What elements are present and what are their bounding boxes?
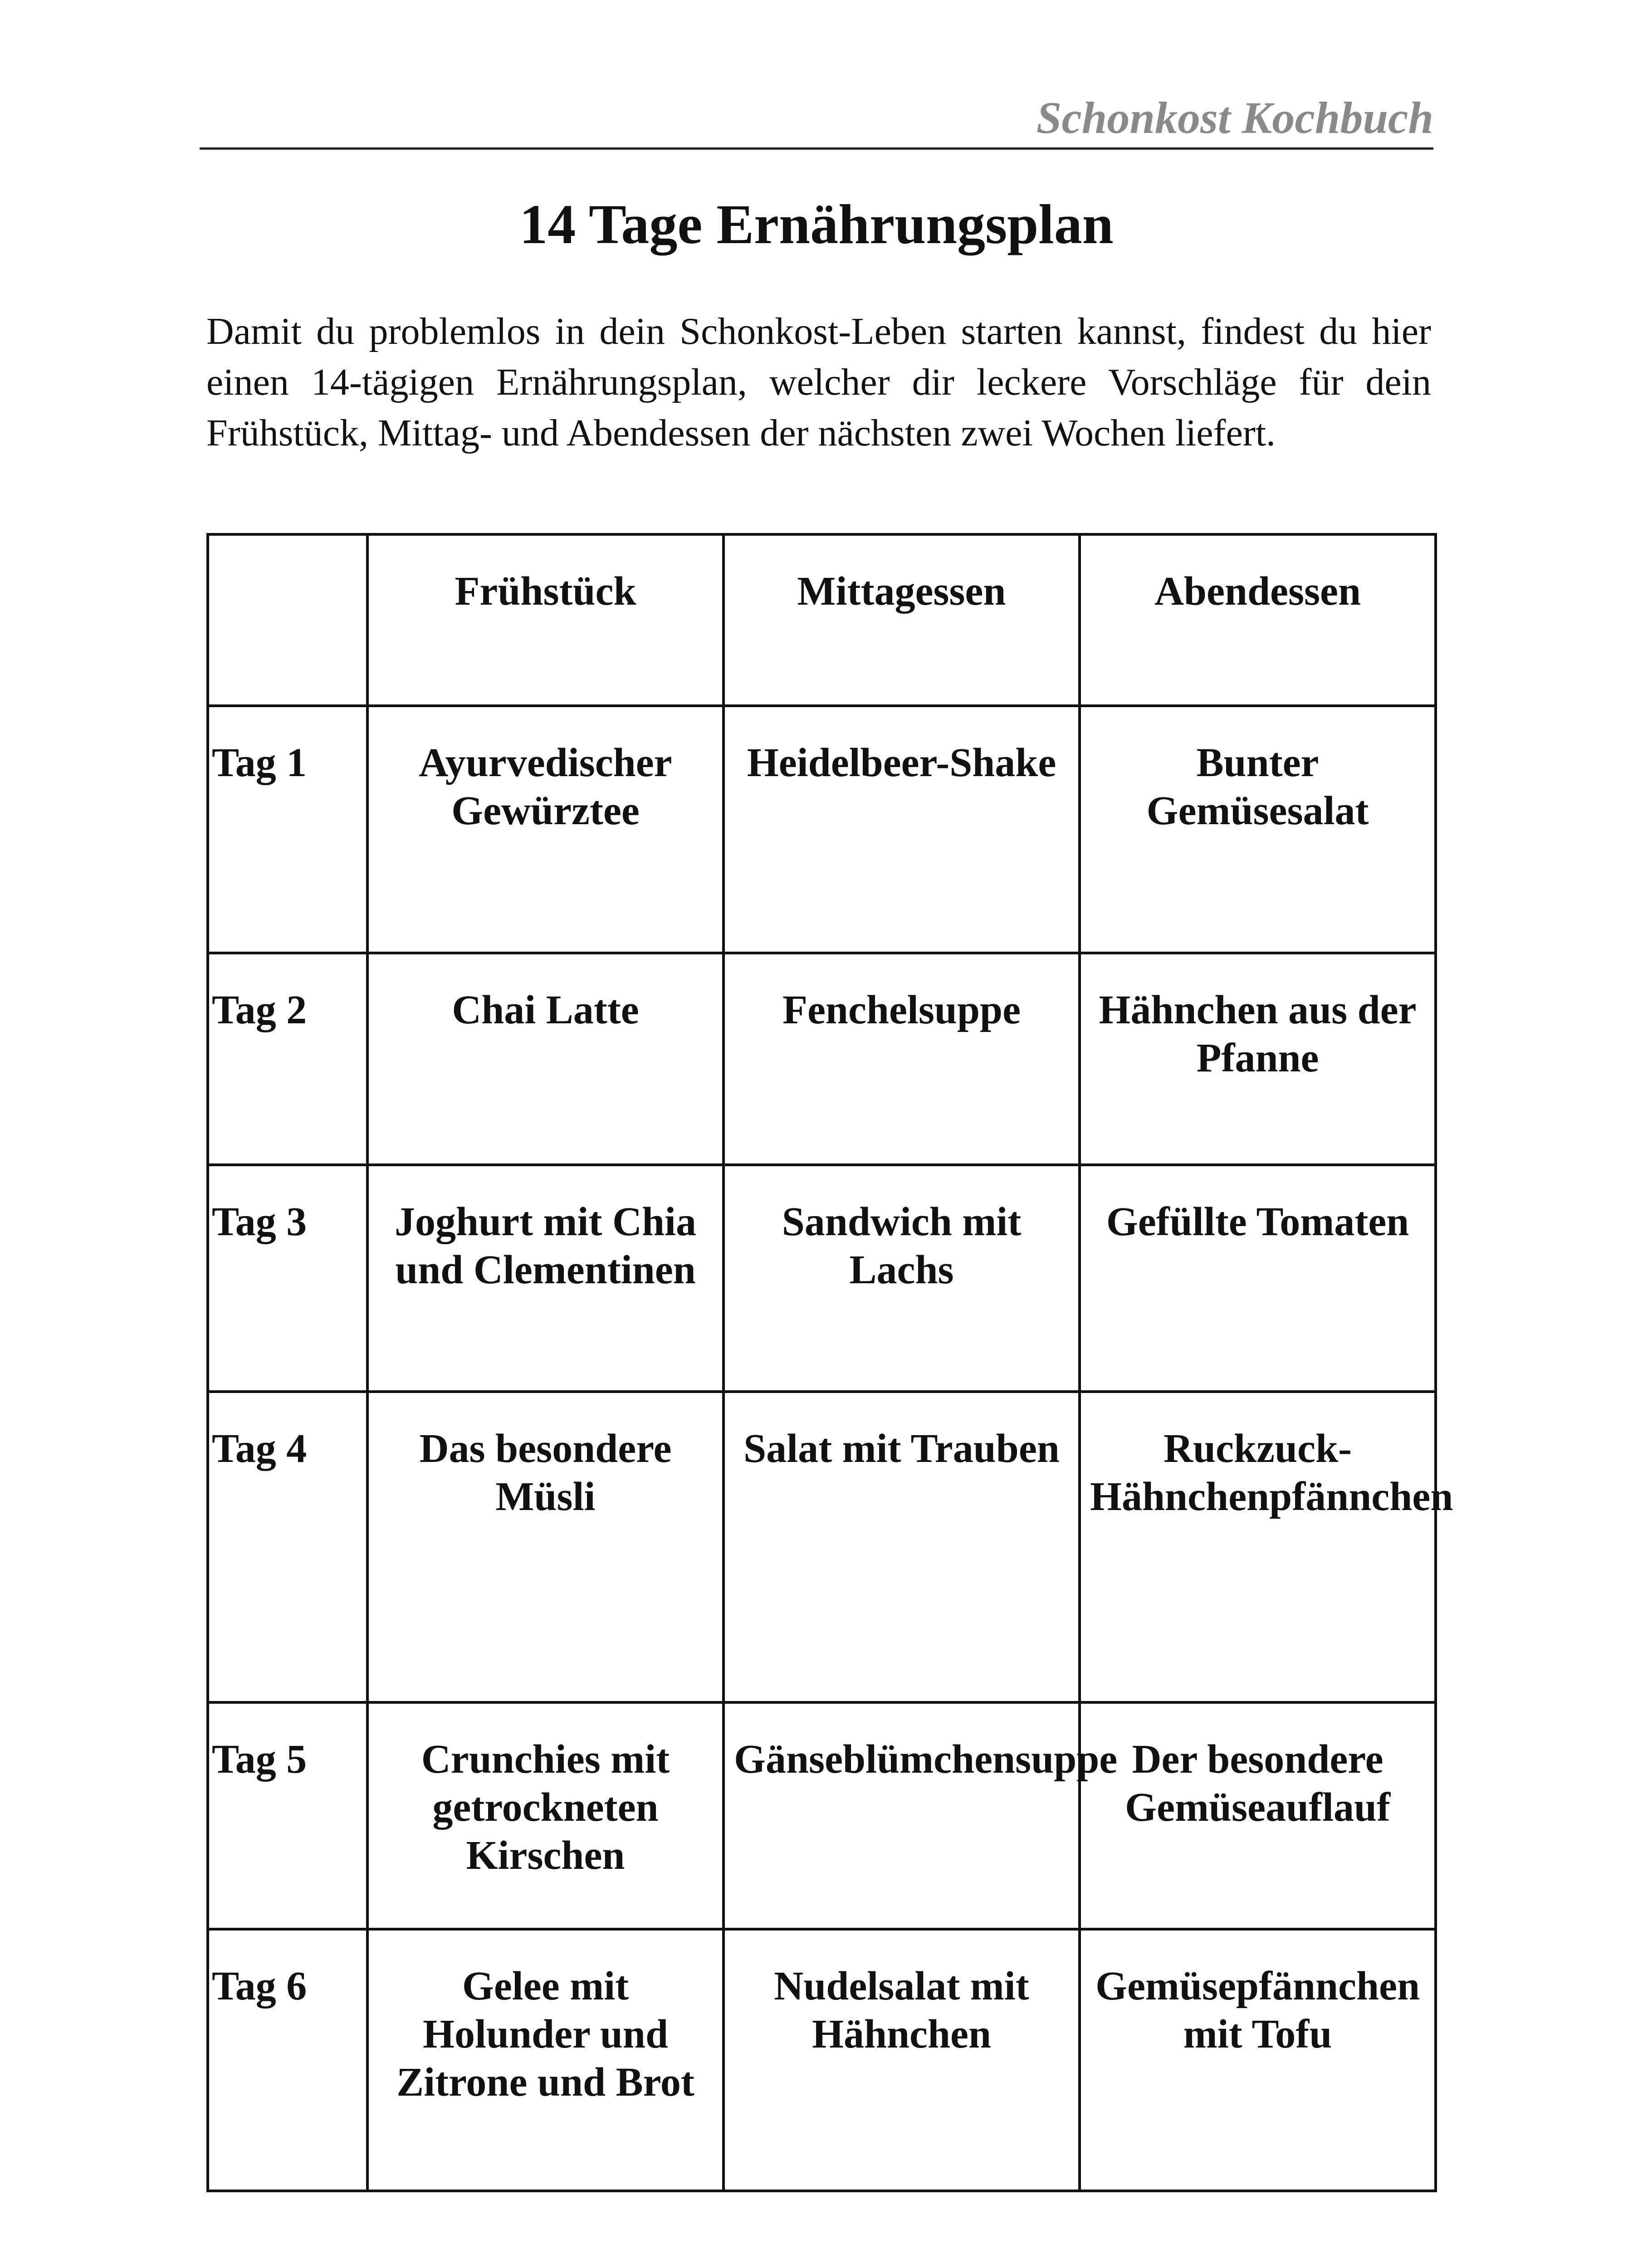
table-row bbox=[208, 1392, 1436, 1702]
lunch-cell: Heidelbeer-Shake bbox=[724, 706, 1080, 953]
dinner-cell: Bunter Gemüsesalat bbox=[1080, 706, 1436, 953]
breakfast-cell: Ayurvedischer Gewürztee bbox=[367, 706, 724, 953]
day-cell: Tag 1 bbox=[208, 706, 367, 953]
table-row bbox=[208, 1165, 1436, 1392]
breakfast-cell: Gelee mit Holunder und Zitrone und Brot bbox=[367, 1929, 724, 2191]
table-row bbox=[208, 1702, 1436, 1929]
header-divider bbox=[200, 147, 1433, 150]
day-cell: Tag 3 bbox=[208, 1165, 367, 1392]
dinner-cell: Der besondere Gemüseauflauf bbox=[1080, 1702, 1436, 1929]
header-cell-breakfast: Frühstück bbox=[367, 534, 724, 706]
breakfast-cell: Das besondere Müsli bbox=[367, 1392, 724, 1702]
dinner-cell: Ruckzuck-Hähnchenpfännchen bbox=[1080, 1392, 1436, 1702]
header-cell-lunch: Mittagessen bbox=[724, 534, 1080, 706]
day-cell: Tag 4 bbox=[208, 1392, 367, 1702]
breakfast-cell: Crunchies mit getrockneten Kirschen bbox=[367, 1702, 724, 1929]
lunch-cell: Salat mit Trauben bbox=[724, 1392, 1080, 1702]
page-title: 14 Tage Ernährungsplan bbox=[519, 193, 1114, 255]
day-cell: Tag 2 bbox=[208, 953, 367, 1165]
running-header-title: Schonkost Kochbuch bbox=[1036, 93, 1433, 143]
lunch-cell: Fenchelsuppe bbox=[724, 953, 1080, 1165]
table-row bbox=[208, 706, 1436, 953]
lunch-cell: Nudelsalat mit Hähnchen bbox=[724, 1929, 1080, 2191]
header-cell-empty bbox=[208, 534, 367, 706]
table-row bbox=[208, 953, 1436, 1165]
dinner-cell: Hähnchen aus der Pfanne bbox=[1080, 953, 1436, 1165]
dinner-cell: Gemüsepfännchen mit Tofu bbox=[1080, 1929, 1436, 2191]
breakfast-cell: Joghurt mit Chia und Clementinen bbox=[367, 1165, 724, 1392]
table-row bbox=[208, 1929, 1436, 2191]
header-cell-dinner: Abendessen bbox=[1080, 534, 1436, 706]
table-header-row bbox=[208, 534, 1436, 706]
lunch-cell: Sandwich mit Lachs bbox=[724, 1165, 1080, 1392]
meal-plan-table bbox=[206, 533, 1453, 2192]
dinner-cell: Gefüllte Tomaten bbox=[1080, 1165, 1436, 1392]
day-cell: Tag 5 bbox=[208, 1702, 367, 1929]
lunch-cell: Gänseblümchensuppe bbox=[724, 1702, 1080, 1929]
breakfast-cell: Chai Latte bbox=[367, 953, 724, 1165]
day-cell: Tag 6 bbox=[208, 1929, 367, 2191]
intro-paragraph: Damit du problemlos in dein Schonkost-Leben starten kannst, findest du hier einen 14-tägigen Ernährungsplan, welcher dir leckere Vorschläge für dein Frühstück, Mittag- und Abendessen der nächsten zwei Wochen liefert. bbox=[206, 310, 1431, 454]
